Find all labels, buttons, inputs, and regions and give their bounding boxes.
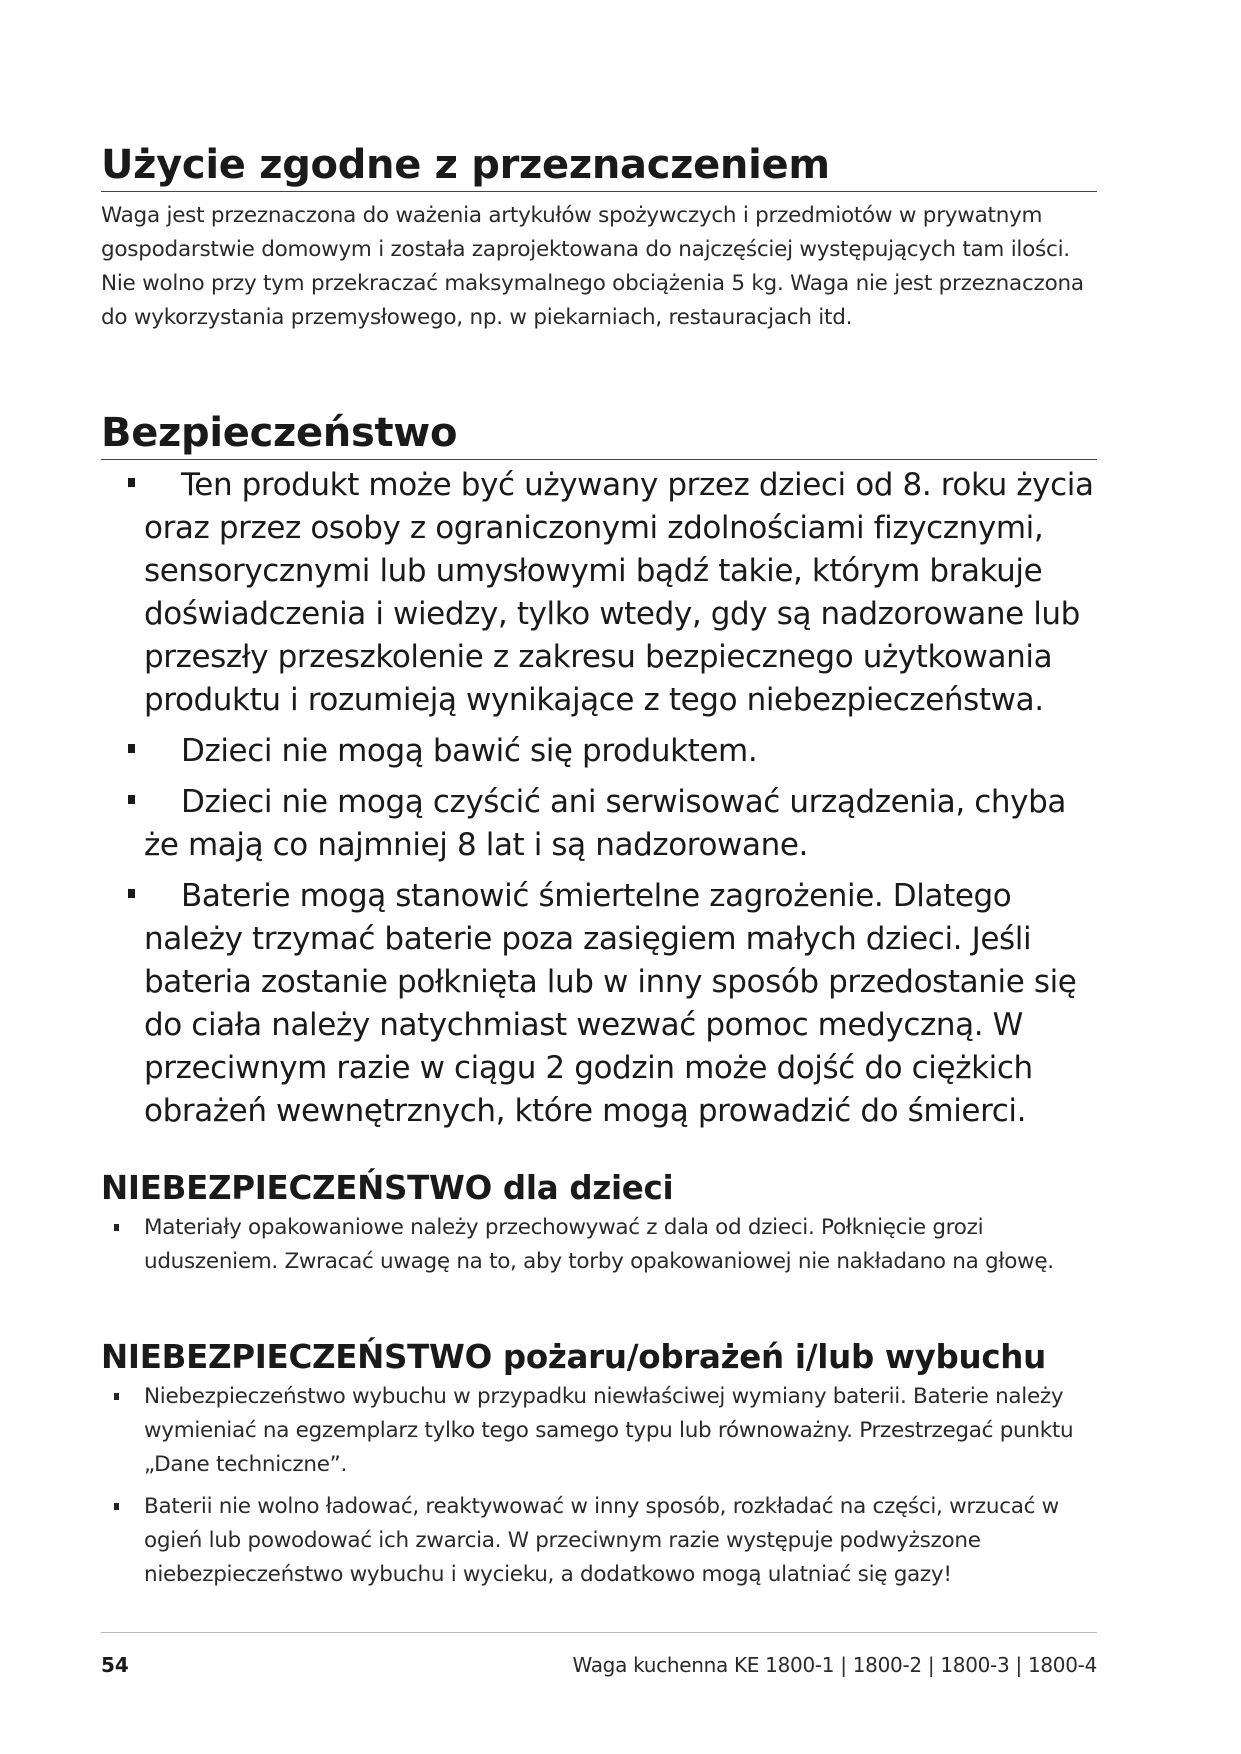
section-danger-fire	[101, 1337, 1101, 1592]
list-item	[101, 1211, 1091, 1279]
danger-children-list	[101, 1211, 1091, 1279]
list-item-text: Ten produkt może być używany przez dzieci od 8. roku życia oraz przez osoby z ograniczonymi zdolnościami fizycznymi, sensorycznymi lub umysłowymi bądź takie, którym brakuje doświadczenia i wiedzy, tylko wtedy, gdy są nadzorowane lub przeszły przeszkolenie z zakresu bezpiecznego użytkowania produktu i rozumieją wynikające z tego niebezpieczeństwa.	[144, 467, 1094, 718]
footer-rule	[101, 1632, 1097, 1633]
page-number: 54	[101, 1653, 129, 1677]
list-item-text: Dzieci nie mogą bawić się produktem.	[181, 733, 758, 769]
bullet-icon	[128, 744, 135, 753]
footer-model-label: Waga kuchenna KE 1800-1 | 1800-2 | 1800-3 | 1800-4	[572, 1653, 1097, 1677]
list-item	[101, 1380, 1091, 1482]
section-title-danger-children: NIEBEZPIECZEŃSTWO dla dzieci	[101, 1169, 674, 1207]
list-item	[101, 781, 1101, 867]
document-page	[101, 0, 1101, 1754]
list-item-text: Niebezpieczeństwo wybuchu w przypadku niewłaściwej wymiany baterii. Baterie należy wymieniać na egzemplarz tylko tego samego typu lub równoważny. Przestrzegać punktu „Dane techniczne”.	[144, 1384, 1074, 1477]
section-intended-use	[101, 141, 1101, 335]
bullet-icon	[114, 1503, 119, 1510]
section-safety	[101, 409, 1101, 1133]
safety-list	[101, 464, 1101, 1133]
list-item-text: Materiały opakowaniowe należy przechowywać z dala od dzieci. Połknięcie grozi uduszeniem. Zwracać uwagę na to, aby torby opakowaniowej nie nakładano na głowę.	[144, 1215, 1054, 1274]
bullet-icon	[114, 1393, 119, 1400]
section-title-intended-use: Użycie zgodne z przeznaczeniem	[101, 142, 830, 188]
danger-fire-list	[101, 1380, 1091, 1592]
title-rule	[101, 459, 1097, 460]
bullet-icon	[128, 889, 135, 898]
list-item	[101, 1490, 1091, 1592]
bullet-icon	[128, 478, 135, 487]
list-item	[101, 464, 1101, 722]
title-rule	[101, 191, 1097, 192]
list-item	[101, 875, 1101, 1133]
section-title-danger-fire: NIEBEZPIECZEŃSTWO pożaru/obrażeń i/lub wybuchu	[101, 1338, 1046, 1376]
bullet-icon	[114, 1224, 119, 1231]
section-title-safety: Bezpieczeństwo	[101, 410, 458, 456]
section-danger-children	[101, 1168, 1101, 1279]
list-item-text: Baterii nie wolno ładować, reaktywować w inny sposób, rozkładać na części, wrzucać w ogień lub powodować ich zwarcia. W przeciwnym razie występuje podwyższone niebezpieczeństwo wybuchu i wycieku, a dodatkowo mogą ulatniać się gazy!	[144, 1494, 1059, 1587]
list-item	[101, 730, 1101, 773]
bullet-icon	[128, 795, 135, 804]
intended-use-paragraph: Waga jest przeznaczona do ważenia artykułów spożywczych i przedmiotów w prywatnym gospodarstwie domowym i została zaprojektowana do najczęściej występujących tam ilości. Nie wolno przy tym przekraczać maksymalnego obciążenia 5 kg. Waga nie jest przeznaczona do wykorzystania przemysłowego, np. w piekarniach, restauracjach itd.	[101, 203, 1084, 330]
list-item-text: Baterie mogą stanowić śmiertelne zagrożenie. Dlatego należy trzymać baterie poza zasięgiem małych dzieci. Jeśli bateria zostanie połknięta lub w inny sposób przedostanie się do ciała należy natychmiast wezwać pomoc medyczną. W przeciwnym razie w ciągu 2 godzin może dojść do ciężkich obrażeń wewnętrznych, które mogą prowadzić do śmierci.	[144, 878, 1077, 1129]
list-item-text: Dzieci nie mogą czyścić ani serwisować urządzenia, chyba że mają co najmniej 8 lat i są nadzorowane.	[144, 784, 1066, 863]
